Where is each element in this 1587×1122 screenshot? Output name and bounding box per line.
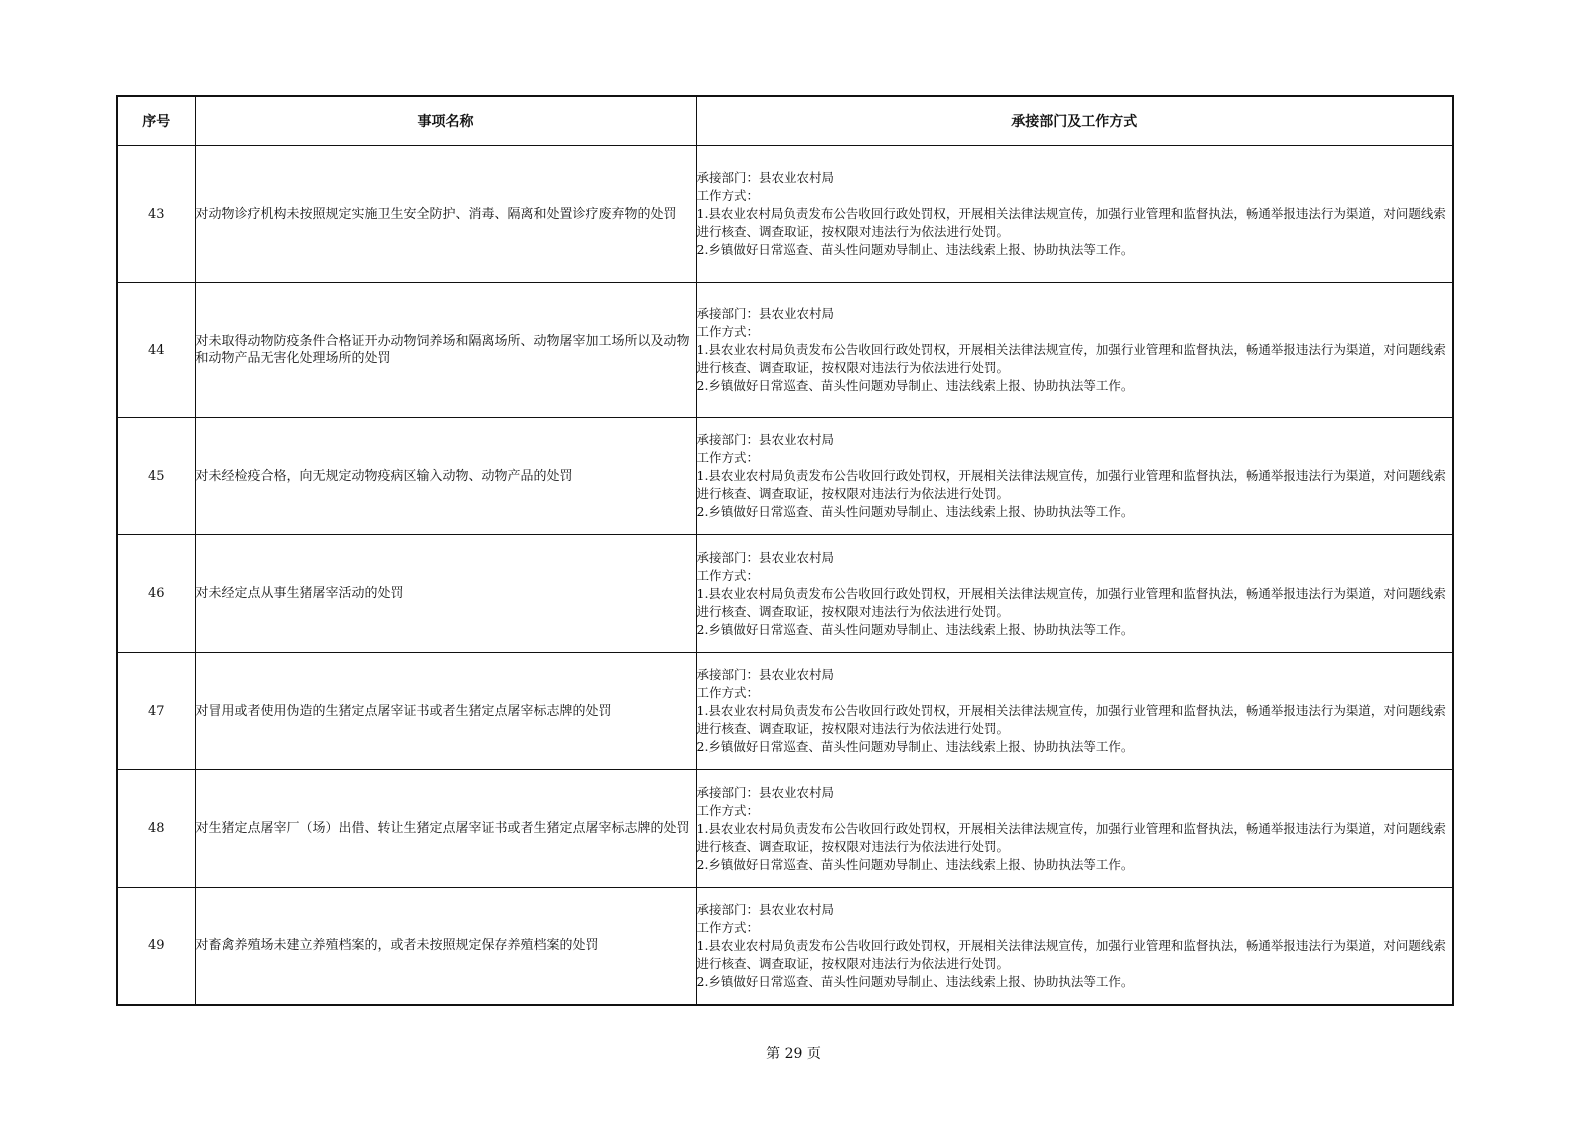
method-item-1: 1.县农业农村局负责发布公告收回行政处罚权，开展相关法律法规宣传，加强行业管理和监督执法，畅通举报违法行为渠道，对问题线索进行核查、调查取证，按权限对违法行为依法进行处罚。 [696, 342, 1446, 375]
method-item-1: 1.县农业农村局负责发布公告收回行政处罚权，开展相关法律法规宣传，加强行业管理和监督执法，畅通举报违法行为渠道，对问题线索进行核查、调查取证，按权限对违法行为依法进行处罚。 [696, 820, 1446, 854]
method-item-2: 2.乡镇做好日常巡查、苗头性问题劝导制止、违法线索上报、协助执法等工作。 [696, 856, 1134, 872]
row-seq: 44 [117, 283, 195, 418]
method-item-2: 2.乡镇做好日常巡查、苗头性问题劝导制止、违法线索上报、协助执法等工作。 [696, 621, 1134, 637]
dept-line: 承接部门：县农业农村局 [696, 901, 835, 917]
table-row [117, 888, 1453, 1005]
method-label: 工作方式： [696, 324, 760, 339]
method-label: 工作方式： [696, 919, 760, 935]
dept-line: 承接部门：县农业农村局 [696, 170, 835, 185]
row-matter-name: 对冒用或者使用伪造的生猪定点屠宰证书或者生猪定点屠宰标志牌的处罚 [195, 653, 696, 770]
method-label: 工作方式： [696, 685, 760, 700]
row-dept-method [696, 888, 1453, 1005]
table-row [117, 653, 1453, 770]
method-item-2: 2.乡镇做好日常巡查、苗头性问题劝导制止、违法线索上报、协助执法等工作。 [696, 242, 1134, 257]
row-matter-name: 对动物诊疗机构未按照规定实施卫生安全防护、消毒、隔离和处置诊疗废弃物的处罚 [195, 146, 696, 283]
method-item-1: 1.县农业农村局负责发布公告收回行政处罚权，开展相关法律法规宣传，加强行业管理和监督执法，畅通举报违法行为渠道，对问题线索进行核查、调查取证，按权限对违法行为依法进行处罚。 [696, 468, 1446, 501]
row-seq: 48 [117, 770, 195, 888]
table-row [117, 535, 1453, 653]
row-matter-name: 对畜禽养殖场未建立养殖档案的，或者未按照规定保存养殖档案的处罚 [195, 888, 696, 1005]
table-row [117, 770, 1453, 888]
method-item-2: 2.乡镇做好日常巡查、苗头性问题劝导制止、违法线索上报、协助执法等工作。 [696, 739, 1134, 754]
method-item-2: 2.乡镇做好日常巡查、苗头性问题劝导制止、违法线索上报、协助执法等工作。 [696, 504, 1134, 519]
row-seq: 45 [117, 418, 195, 535]
row-seq: 43 [117, 146, 195, 283]
dept-line: 承接部门：县农业农村局 [696, 432, 835, 447]
header-dept: 承接部门及工作方式 [696, 96, 1453, 146]
header-name: 事项名称 [195, 96, 696, 146]
row-dept-method [696, 770, 1453, 888]
row-matter-name: 对生猪定点屠宰厂（场）出借、转让生猪定点屠宰证书或者生猪定点屠宰标志牌的处罚 [195, 770, 696, 888]
page-number: 第 29 页 [766, 1046, 821, 1062]
method-item-2: 2.乡镇做好日常巡查、苗头性问题劝导制止、违法线索上报、协助执法等工作。 [696, 973, 1134, 989]
table-row [117, 146, 1453, 283]
method-label: 工作方式： [696, 450, 760, 465]
table-row [117, 418, 1453, 535]
row-dept-method [696, 653, 1453, 770]
row-dept-method [696, 283, 1453, 418]
matters-table [116, 95, 1454, 1006]
method-label: 工作方式： [696, 802, 760, 818]
method-item-1: 1.县农业农村局负责发布公告收回行政处罚权，开展相关法律法规宣传，加强行业管理和监督执法，畅通举报违法行为渠道，对问题线索进行核查、调查取证，按权限对违法行为依法进行处罚。 [696, 703, 1446, 736]
row-dept-method [696, 418, 1453, 535]
row-dept-method [696, 146, 1453, 283]
method-item-1: 1.县农业农村局负责发布公告收回行政处罚权，开展相关法律法规宣传，加强行业管理和监督执法，畅通举报违法行为渠道，对问题线索进行核查、调查取证，按权限对违法行为依法进行处罚。 [696, 937, 1446, 971]
header-seq: 序号 [117, 96, 195, 146]
row-matter-name: 对未取得动物防疫条件合格证开办动物饲养场和隔离场所、动物屠宰加工场所以及动物和动物产品无害化处理场所的处罚 [195, 283, 696, 418]
header-row [117, 96, 1453, 146]
dept-line: 承接部门：县农业农村局 [696, 784, 835, 800]
row-seq: 46 [117, 535, 195, 653]
table-row [117, 283, 1453, 418]
row-seq: 47 [117, 653, 195, 770]
row-matter-name: 对未经定点从事生猪屠宰活动的处罚 [195, 535, 696, 653]
dept-line: 承接部门：县农业农村局 [696, 306, 835, 321]
method-label: 工作方式： [696, 188, 760, 203]
method-item-1: 1.县农业农村局负责发布公告收回行政处罚权，开展相关法律法规宣传，加强行业管理和监督执法，畅通举报违法行为渠道，对问题线索进行核查、调查取证，按权限对违法行为依法进行处罚。 [696, 206, 1446, 239]
row-seq: 49 [117, 888, 195, 1005]
method-item-2: 2.乡镇做好日常巡查、苗头性问题劝导制止、违法线索上报、协助执法等工作。 [696, 378, 1134, 393]
row-matter-name: 对未经检疫合格，向无规定动物疫病区输入动物、动物产品的处罚 [195, 418, 696, 535]
method-item-1: 1.县农业农村局负责发布公告收回行政处罚权，开展相关法律法规宣传，加强行业管理和监督执法，畅通举报违法行为渠道，对问题线索进行核查、调查取证，按权限对违法行为依法进行处罚。 [696, 585, 1446, 619]
row-dept-method [696, 535, 1453, 653]
dept-line: 承接部门：县农业农村局 [696, 549, 835, 565]
dept-line: 承接部门：县农业农村局 [696, 667, 835, 682]
method-label: 工作方式： [696, 567, 760, 583]
